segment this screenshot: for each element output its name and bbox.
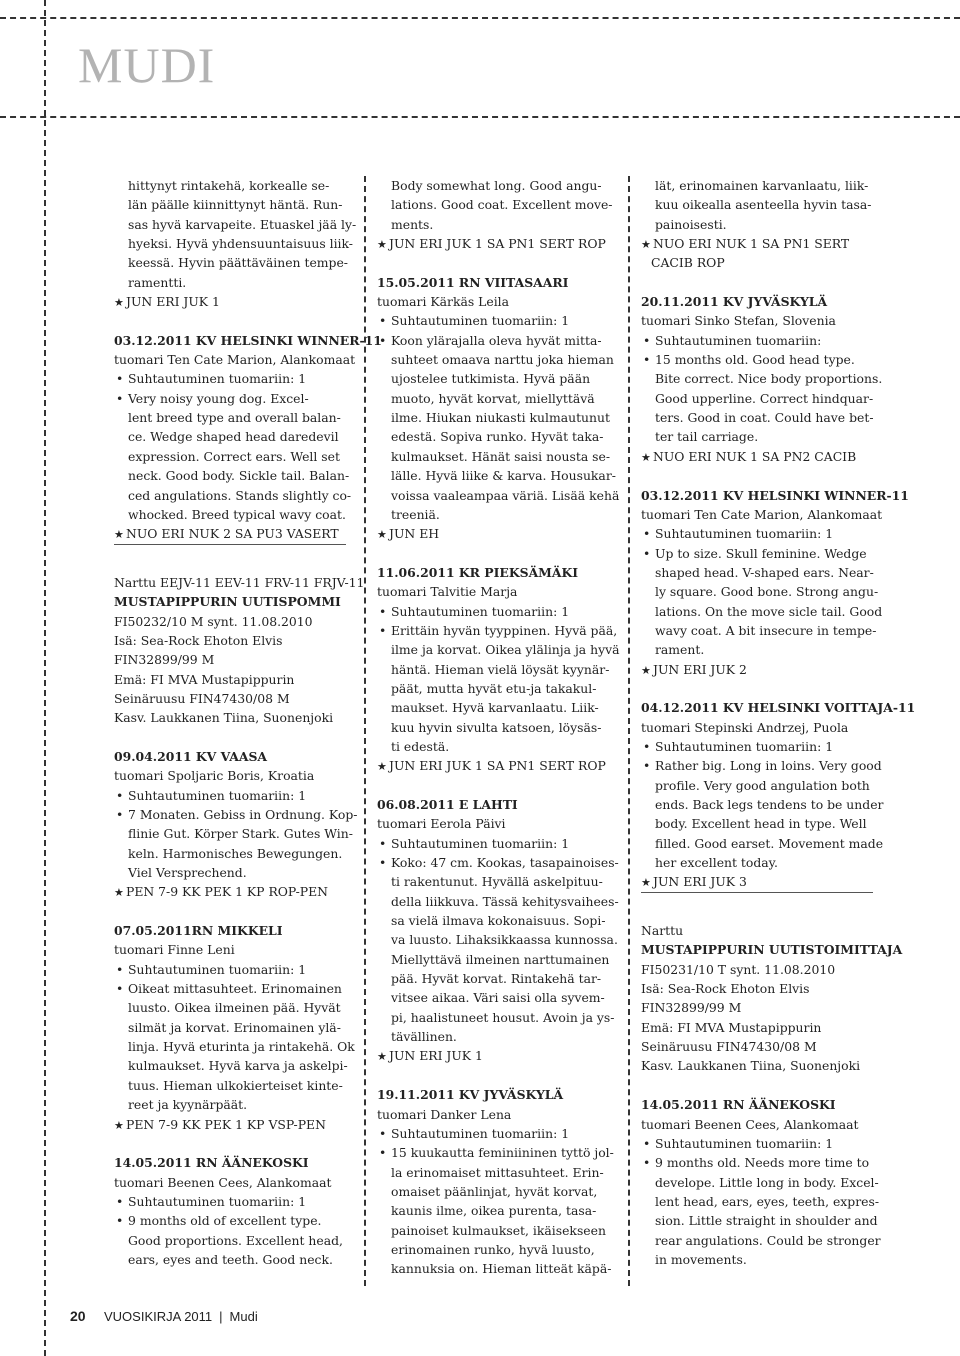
award-line xyxy=(114,524,354,543)
text-line: hittynyt rintakehä, korkealle se- xyxy=(128,178,330,193)
text-line: ments. xyxy=(391,216,434,232)
show-heading: 14.05.2011 RN ÄÄNEKOSKI xyxy=(641,1097,836,1113)
text-line: lent head, ears, eyes, teeth, expres- xyxy=(655,1193,880,1209)
star-icon: ★ xyxy=(641,450,651,464)
award-line xyxy=(377,756,617,775)
show-heading: MUSTAPIPPURIN UUTISPOMMI xyxy=(114,594,341,610)
show-heading: 04.12.2011 KV HELSINKI VOITTAJA-11 xyxy=(641,700,916,716)
award-text: PEN 7-9 KK PEK 1 KP VSP-PEN xyxy=(126,1116,326,1132)
award-line xyxy=(641,447,881,466)
text-line: tuomari Stepinski Andrzej, Puola xyxy=(641,719,849,735)
star-icon: ★ xyxy=(377,238,387,252)
spacer xyxy=(641,679,881,698)
left-dashed-rule xyxy=(44,0,46,1356)
text-column-3 xyxy=(641,176,916,1269)
bullet-item: • Koko: 47 cm. Kookas, tasapainoises- xyxy=(377,853,617,872)
section-name: Mudi xyxy=(229,1308,258,1324)
text-line: erinomainen runko, hyvä luusto, xyxy=(391,1241,595,1257)
column-divider-2 xyxy=(628,176,630,1286)
text-line: edestä. Sopiva runko. Hyvät taka- xyxy=(391,429,604,445)
text-line: kulmaukset. Hänät saisi nousta se- xyxy=(391,448,611,464)
text-line: Body somewhat long. Good angu- xyxy=(391,178,602,193)
star-icon: ★ xyxy=(641,663,651,677)
show-heading: 19.11.2011 KV JYVÄSKYLÄ xyxy=(377,1087,564,1103)
spacer xyxy=(641,466,881,485)
text-line: in movements. xyxy=(655,1251,747,1267)
award-text: NUO ERI NUK 2 SA PU3 VASERT xyxy=(126,526,339,542)
spacer xyxy=(641,902,881,921)
text-line: tuomari Kärkäs Leila xyxy=(377,294,510,310)
text-line: keessä. Hyvin päättäväinen tempe- xyxy=(128,255,348,271)
bullet-item: • Suhtautuminen tuomariin: 1 xyxy=(114,960,354,979)
text-line: maukset. Hyvä karvanlaatu. Liik- xyxy=(391,700,599,716)
text-column-1 xyxy=(114,176,382,1269)
text-line: rear angulations. Could be stronger xyxy=(655,1232,881,1248)
text-line: tuomari Ten Cate Marion, Alankomaat xyxy=(114,352,356,368)
text-line: ters. Good in coat. Could have bet- xyxy=(655,410,874,426)
text-line: päät, mutta hyvät etu-ja takakul- xyxy=(391,680,597,696)
bullet-item: • 15 months old. Good head type. xyxy=(641,350,881,369)
top-dashed-rule xyxy=(0,17,960,19)
show-heading: MUSTAPIPPURIN UUTISTOIMITTAJA xyxy=(641,942,903,958)
text-line: linja. Hyvä eturinta ja rintakehä. Ok xyxy=(128,1039,355,1055)
spacer xyxy=(114,902,354,921)
text-line: ter tail carriage. xyxy=(655,429,759,445)
text-line: ilme ja korvat. Oikea ylälinja ja hyvä xyxy=(391,642,620,658)
text-line: ced angulations. Stands slightly co- xyxy=(128,487,352,503)
bullet-item: • Suhtautuminen tuomariin: 1 xyxy=(377,311,617,330)
text-line: sion. Little straight in shoulder and xyxy=(655,1213,878,1229)
text-line: ce. Wedge shaped head daredevil xyxy=(128,429,339,445)
text-line: tuomari Sinko Stefan, Slovenia xyxy=(641,313,836,329)
bullet-item: • Suhtautuminen tuomariin: 1 xyxy=(114,786,354,805)
bullet-item: • Suhtautuminen tuomariin: 1 xyxy=(114,369,354,388)
show-heading: 15.05.2011 RN VIITASAARI xyxy=(377,274,569,290)
text-line: lations. On the move sicle tail. Good xyxy=(655,603,883,619)
text-line: painoiset kulmaukset, ikäisekseen xyxy=(391,1222,606,1238)
text-line: reet ja kyynärpäät. xyxy=(128,1097,248,1113)
text-line: whocked. Breed typical wavy coat. xyxy=(128,506,346,522)
page-number: 20 xyxy=(70,1308,86,1324)
bullet-item: • 7 Monaten. Gebiss in Ordnung. Kop- xyxy=(114,805,354,824)
text-line: shaped head. V-shaped ears. Near- xyxy=(655,564,874,580)
text-line: tuomari Eerola Päivi xyxy=(377,816,506,832)
award-line xyxy=(641,872,881,891)
award-text: PEN 7-9 KK PEK 1 KP ROP-PEN xyxy=(126,884,328,900)
text-line: ujostelee tutkimista. Hyvä pään xyxy=(391,371,591,387)
award-text: JUN ERI JUK 2 xyxy=(653,661,747,677)
spacer xyxy=(114,728,354,747)
show-heading: 11.06.2011 KR PIEKSÄMÄKI xyxy=(377,564,579,580)
text-line: della liikkuva. Tässä kehitysvaihees- xyxy=(391,893,619,909)
star-icon: ★ xyxy=(114,528,124,542)
text-line: ilme. Hiukan niukasti kulmautunut xyxy=(391,410,610,426)
bullet-item: • Erittäin hyvän tyyppinen. Hyvä pää, xyxy=(377,621,617,640)
text-line: treeniä. xyxy=(391,506,440,522)
text-line: FIN32899/99 M xyxy=(641,1000,742,1016)
spacer xyxy=(377,1066,617,1085)
star-icon: ★ xyxy=(114,296,124,310)
text-line: suhteet omaava narttu joka hieman xyxy=(391,352,614,368)
text-line: lations. Good coat. Excellent move- xyxy=(391,197,613,213)
spacer xyxy=(641,1076,881,1095)
text-line: lälle. Hyvä liike & karva. Housukar- xyxy=(391,468,616,484)
text-line: Good upperline. Correct hindquar- xyxy=(655,390,874,406)
show-heading: 09.04.2011 KV VAASA xyxy=(114,748,268,764)
award-line xyxy=(377,1046,617,1065)
show-heading: 06.08.2011 E LAHTI xyxy=(377,797,518,812)
text-line: FI50232/10 M synt. 11.08.2010 xyxy=(114,613,313,629)
text-line: neck. Good body. Sickle tail. Balan- xyxy=(128,468,350,484)
show-heading: 20.11.2011 KV JYVÄSKYLÄ xyxy=(641,294,828,310)
award-line xyxy=(114,1115,354,1134)
text-line: pi, haalistuneet housut. Avoin ja ys- xyxy=(391,1009,615,1025)
text-line: Good proportions. Excellent head, xyxy=(128,1232,343,1248)
show-heading: 14.05.2011 RN ÄÄNEKOSKI xyxy=(114,1155,309,1171)
bullet-item: • Suhtautuminen tuomariin: 1 xyxy=(641,737,881,756)
text-line: kaunis ilme, oikea purenta, tasa- xyxy=(391,1203,597,1219)
bullet-item: • 15 kuukautta feminiininen tyttö jol- xyxy=(377,1143,617,1162)
text-line: tuomari Spoljaric Boris, Kroatia xyxy=(114,768,315,784)
text-line: body. Excellent head in type. Well xyxy=(655,816,867,832)
bullet-item: • Oikeat mittasuhteet. Erinomainen xyxy=(114,979,354,998)
text-line: häntä. Hieman vielä löysät kyynär- xyxy=(391,661,610,677)
text-column-2 xyxy=(377,176,620,1279)
page-footer xyxy=(70,1308,258,1324)
text-line: ti rakentunut. Hyvällä askelpituu- xyxy=(391,874,603,890)
star-icon: ★ xyxy=(114,1118,124,1132)
text-line: sa vielä ilmava kokonaisuus. Sopi- xyxy=(391,913,606,929)
spacer xyxy=(114,311,354,330)
award-continuation: CACIB ROP xyxy=(651,255,725,271)
text-line: develope. Little long in body. Excel- xyxy=(655,1174,879,1190)
publication-name: VUOSIKIRJA 2011 xyxy=(104,1308,213,1324)
text-line: filled. Good earset. Movement made xyxy=(655,835,884,851)
text-line: kannuksia on. Hieman litteät käpä- xyxy=(391,1261,612,1277)
award-text: JUN ERI JUK 1 SA PN1 SERT ROP xyxy=(389,236,606,252)
text-line: Kasv. Laukkanen Tiina, Suonenjoki xyxy=(641,1058,861,1074)
award-text: JUN ERI JUK 3 xyxy=(653,874,747,890)
text-line: Narttu EEJV-11 EEV-11 FRV-11 FRJV-11 xyxy=(114,574,365,590)
text-line: pää. Hyvät korvat. Rintakehä tar- xyxy=(391,971,602,987)
text-line: län päälle kiinnittynyt häntä. Run- xyxy=(128,197,343,213)
header-dashed-rule xyxy=(0,116,960,118)
text-line: luusto. Oikea ilmeinen pää. Hyvät xyxy=(128,1000,341,1016)
award-line xyxy=(377,234,617,253)
text-line: vitsee aikaa. Väri saisi olla syvem- xyxy=(391,990,605,1006)
text-line: Seinäruusu FIN47430/08 M xyxy=(114,690,290,706)
spacer xyxy=(114,554,354,573)
text-line: her excellent today. xyxy=(655,855,778,871)
text-line: lent breed type and overall balan- xyxy=(128,410,341,426)
text-line: keln. Harmonisches Bewegungen. xyxy=(128,845,343,861)
star-icon: ★ xyxy=(114,886,124,900)
text-line: tuomari Danker Lena xyxy=(377,1106,512,1122)
bullet-item: • 9 months old. Needs more time to xyxy=(641,1153,881,1172)
bullet-item: • Koon ylärajalla oleva hyvät mitta- xyxy=(377,331,617,350)
award-text: NUO ERI NUK 1 SA PN1 SERT xyxy=(653,236,850,252)
text-line: tuomari Ten Cate Marion, Alankomaat xyxy=(641,506,883,522)
text-line: kuu oikealla asenteella hyvin tasa- xyxy=(655,197,872,213)
bullet-item: • Rather big. Long in loins. Very good xyxy=(641,756,881,775)
text-line: rament. xyxy=(655,642,705,658)
show-heading: 03.12.2011 KV HELSINKI WINNER-11 xyxy=(114,332,382,348)
text-line: Bite correct. Nice body proportions. xyxy=(655,371,883,387)
footer-separator: | xyxy=(219,1308,223,1324)
show-heading: 03.12.2011 KV HELSINKI WINNER-11 xyxy=(641,487,909,503)
text-line: Emä: FI MVA Mustapippurin xyxy=(641,1019,822,1035)
award-text: JUN ERI JUK 1 SA PN1 SERT ROP xyxy=(389,758,606,774)
award-line xyxy=(114,882,354,901)
text-line: kulmaukset. Hyvä karva ja askelpi- xyxy=(128,1058,348,1074)
text-line: wavy coat. A bit insecure in tempe- xyxy=(655,622,877,638)
bullet-item: • Suhtautuminen tuomariin: 1 xyxy=(114,1192,354,1211)
text-line: Viel Versprechend. xyxy=(128,865,247,881)
text-line: lät, erinomainen karvanlaatu, liik- xyxy=(655,178,869,193)
award-text: NUO ERI NUK 1 SA PN2 CACIB xyxy=(653,448,857,464)
bullet-item: • Very noisy young dog. Excel- xyxy=(114,389,354,408)
text-line: Isä: Sea-Rock Ehoton Elvis xyxy=(641,981,810,997)
star-icon: ★ xyxy=(641,238,651,252)
text-line: kuu hyvin sivulta katsoen, löysäs- xyxy=(391,719,602,735)
text-line: flinie Gut. Körper Stark. Gutes Win- xyxy=(128,826,353,842)
award-line xyxy=(377,524,617,543)
bullet-item: • Suhtautuminen tuomariin: 1 xyxy=(377,602,617,621)
text-line: Narttu xyxy=(641,923,684,939)
text-line: FI50231/10 T synt. 11.08.2010 xyxy=(641,961,836,977)
text-line: hyeksi. Hyvä yhdensuuntaisuus liik- xyxy=(128,236,353,252)
star-icon: ★ xyxy=(641,876,651,890)
bullet-item: • Suhtautuminen tuomariin: 1 xyxy=(641,524,881,543)
text-line: tuomari Beenen Cees, Alankomaat xyxy=(114,1174,332,1190)
spacer xyxy=(377,253,617,272)
spacer xyxy=(377,776,617,795)
bullet-item: • Suhtautuminen tuomariin: xyxy=(641,331,881,350)
award-text: JUN ERI JUK 1 xyxy=(126,294,220,310)
text-line: ti edestä. xyxy=(391,738,450,754)
bullet-item: • Up to size. Skull feminine. Wedge xyxy=(641,544,881,563)
divider-line xyxy=(114,544,354,554)
text-line: tuomari Finne Leni xyxy=(114,942,235,958)
text-line: tuus. Hieman ulkokierteiset kinte- xyxy=(128,1077,343,1093)
award-line xyxy=(114,292,354,311)
bullet-item: • Suhtautuminen tuomariin: 1 xyxy=(641,1134,881,1153)
text-line: sas hyvä karvapeite. Etuaskel jää ly- xyxy=(128,216,357,232)
bullet-item: • 9 months old of excellent type. xyxy=(114,1211,354,1230)
show-heading: 07.05.2011RN MIKKELI xyxy=(114,923,283,939)
spacer xyxy=(641,273,881,292)
text-line: muoto, hyvät korvat, miellyttävä xyxy=(391,390,595,406)
text-line: painoisesti. xyxy=(655,216,727,232)
text-line: Kasv. Laukkanen Tiina, Suonenjoki xyxy=(114,710,334,726)
text-line: tuomari Beenen Cees, Alankomaat xyxy=(641,1116,859,1132)
spacer xyxy=(377,544,617,563)
text-line: Seinäruusu FIN47430/08 M xyxy=(641,1039,817,1055)
text-line: tuomari Talvitie Marja xyxy=(377,584,518,600)
text-line: ears, eyes and teeth. Good neck. xyxy=(128,1251,333,1267)
text-line: Isä: Sea-Rock Ehoton Elvis xyxy=(114,632,283,648)
divider-line xyxy=(641,892,881,902)
text-line: va luusto. Lihaksikkaassa kunnossa. xyxy=(391,932,618,948)
award-line xyxy=(641,234,881,253)
text-line: tävällinen. xyxy=(391,1029,457,1045)
text-line: Emä: FI MVA Mustapippurin xyxy=(114,671,295,687)
award-text: JUN ERI JUK 1 xyxy=(389,1048,483,1064)
bullet-item: • Suhtautuminen tuomariin: 1 xyxy=(377,1124,617,1143)
text-line: FIN32899/99 M xyxy=(114,652,215,668)
text-line: silmät ja korvat. Erinomainen ylä- xyxy=(128,1019,341,1035)
text-line: voissa vaaleampaa väriä. Lisää kehä xyxy=(391,487,620,503)
star-icon: ★ xyxy=(377,1050,387,1064)
text-line: ramentti. xyxy=(128,274,187,290)
text-line: ends. Back legs tendens to be under xyxy=(655,797,884,812)
text-line: omaiset päänlinjat, hyvät korvat, xyxy=(391,1183,598,1199)
page-title: MUDI xyxy=(78,37,216,93)
spacer xyxy=(114,1134,354,1153)
star-icon: ★ xyxy=(377,528,387,542)
award-text: JUN EH xyxy=(389,526,440,542)
text-line: la erinomaiset mittasuhteet. Erin- xyxy=(391,1164,604,1180)
text-line: Miellyttävä ilmeinen narttumainen xyxy=(391,951,610,967)
bullet-item: • Suhtautuminen tuomariin: 1 xyxy=(377,834,617,853)
text-line: ly square. Good bone. Strong angu- xyxy=(655,584,879,600)
text-line: profile. Very good angulation both xyxy=(655,777,870,793)
award-line xyxy=(641,660,881,679)
text-line: expression. Correct ears. Well set xyxy=(128,448,340,464)
star-icon: ★ xyxy=(377,760,387,774)
